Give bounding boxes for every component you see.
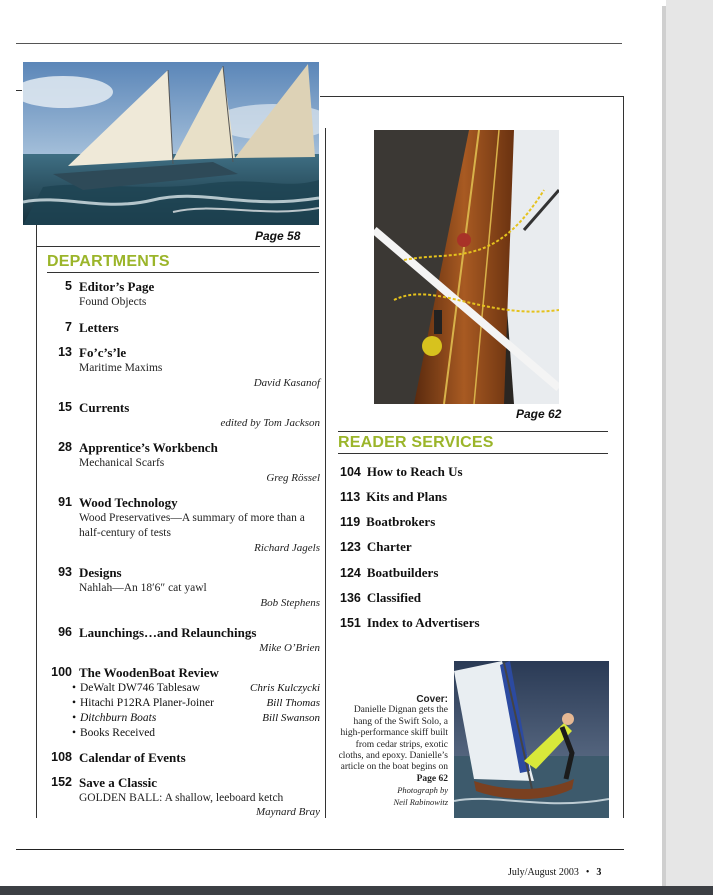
rs-page-number: 113 [340, 490, 361, 504]
cover-text: Danielle Dignan gets the hang of the Swift Solo, a high-performance skiff built from cedar strips, exotic cloths, and epoxy. Danielle’s article on the boat begins on [338, 705, 448, 773]
toc-title: Editor’s Page [79, 279, 155, 294]
toc-page-number: 13 [58, 345, 72, 359]
rs-entry[interactable] [340, 615, 480, 631]
photo-cover-skiff [454, 661, 609, 818]
reader-services-heading-rule [338, 453, 608, 454]
toc-page-number: 93 [58, 565, 72, 579]
page-edge-shadow [662, 6, 666, 886]
toc-page-number: 100 [51, 665, 72, 679]
review-author: Bill Swanson [262, 712, 320, 724]
toc-entry[interactable] [58, 400, 130, 416]
departments-heading: DEPARTMENTS [47, 253, 170, 270]
rs-entry[interactable] [340, 464, 463, 480]
reader-services-top-rule [338, 431, 608, 432]
review-author: Chris Kulczycki [250, 682, 320, 694]
toc-title: Designs [79, 565, 122, 580]
toc-author: David Kasanof [253, 377, 320, 389]
photo-caption-page-62: Page 62 [516, 407, 562, 421]
cover-label: Cover: [416, 694, 448, 705]
toc-subtitle: GOLDEN BALL: A shallow, leeboard ketch [79, 792, 284, 804]
review-list [72, 681, 219, 741]
toc-author: Mike O’Brien [259, 642, 320, 654]
top-rule [16, 43, 622, 44]
toc-entry[interactable] [51, 750, 186, 766]
toc-page-number: 96 [58, 625, 72, 639]
viewer-bottom-bar [0, 886, 713, 895]
toc-entry[interactable] [58, 625, 257, 641]
toc-subtitle: Nahlah—An 18′6″ cat yawl [79, 582, 207, 594]
toc-entry[interactable] [65, 279, 155, 310]
toc-title: Save a Classic [79, 775, 157, 790]
reader-services-heading: READER SERVICES [338, 434, 494, 451]
toc-subtitle: Found Objects [79, 296, 147, 308]
right-box-side-rule [623, 96, 624, 818]
toc-title: Calendar of Events [79, 750, 186, 765]
rs-title: Boatbrokers [366, 514, 436, 529]
rs-page-number: 119 [340, 515, 361, 529]
toc-page-number: 28 [58, 440, 72, 454]
rs-title: Index to Advertisers [366, 615, 480, 630]
rs-page-number: 104 [340, 465, 361, 479]
photo-boat-deck [374, 130, 559, 404]
toc-page-number: 152 [51, 775, 72, 789]
review-item: • DeWalt DW746 Tablesaw [72, 681, 219, 696]
toc-author: Greg Rössel [266, 472, 320, 484]
review-item: • Ditchburn Boats [72, 711, 219, 726]
bottom-rule [16, 849, 624, 850]
toc-author: Bob Stephens [260, 597, 320, 609]
photo-caption-page-58: Page 58 [255, 229, 301, 243]
toc-entry[interactable] [58, 495, 319, 541]
rs-title: Boatbuilders [366, 565, 439, 580]
rs-entry[interactable] [340, 514, 435, 530]
viewer-margin-right [666, 0, 713, 895]
departments-heading-rule [47, 272, 319, 273]
toc-title: The WoodenBoat Review [79, 665, 219, 680]
toc-page-number: 91 [58, 495, 72, 509]
review-author: Bill Thomas [266, 697, 320, 709]
toc-title: Apprentice’s Workbench [79, 440, 218, 455]
toc-page-number: 108 [51, 750, 72, 764]
right-box-top-rule [320, 96, 623, 97]
toc-title: Fo’c’s’le [79, 345, 127, 360]
toc-entry[interactable] [65, 320, 119, 336]
rs-entry[interactable] [340, 565, 438, 581]
toc-title: Launchings…and Relaunchings [79, 625, 257, 640]
toc-entry[interactable] [58, 345, 163, 376]
rs-entry[interactable] [340, 539, 412, 555]
toc-entry[interactable] [58, 440, 218, 471]
review-authors [250, 681, 320, 726]
toc-entry[interactable] [51, 665, 219, 741]
cover-caption [338, 694, 448, 808]
rs-title: How to Reach Us [366, 464, 463, 479]
page-number: 3 [596, 867, 602, 878]
issue-date: July/August 2003 [508, 867, 579, 878]
rs-entry[interactable] [340, 590, 421, 606]
toc-subtitle: Mechanical Scarfs [79, 457, 165, 469]
toc-author: Richard Jagels [254, 542, 320, 554]
left-column-rule [36, 225, 37, 818]
toc-page-number: 7 [65, 320, 72, 334]
toc-title: Currents [79, 400, 130, 415]
toc-author: Maynard Bray [255, 806, 320, 818]
rs-entry[interactable] [340, 489, 447, 505]
toc-author: edited by Tom Jackson [220, 417, 320, 429]
page-footer [508, 867, 601, 878]
rs-title: Classified [366, 590, 422, 605]
toc-subtitle: Wood Preservatives—A summary of more than a half-century of tests [79, 512, 305, 539]
rs-title: Kits and Plans [366, 489, 448, 504]
toc-title: Wood Technology [79, 495, 178, 510]
toc-subtitle: Maritime Maxims [79, 362, 163, 374]
toc-title: Letters [79, 320, 119, 335]
rs-title: Charter [366, 539, 412, 554]
toc-page-number: 5 [65, 279, 72, 293]
rs-page-number: 124 [340, 566, 361, 580]
review-item: • Books Received [72, 726, 219, 741]
cover-credit-name: Neil Rabinowitz [393, 796, 448, 807]
photo-schooner [23, 62, 319, 225]
cover-page: Page 62 [416, 773, 448, 784]
toc-entry[interactable] [58, 565, 207, 596]
rs-page-number: 136 [340, 591, 361, 605]
rs-page-number: 151 [340, 616, 361, 630]
caption-rule [36, 246, 320, 247]
review-item: • Hitachi P12RA Planer-Joiner [72, 696, 219, 711]
toc-entry[interactable] [51, 775, 284, 806]
rs-page-number: 123 [340, 540, 361, 554]
toc-page-number: 15 [58, 400, 72, 414]
rule-stub [16, 90, 22, 91]
cover-credit-line: Photograph by [397, 785, 448, 796]
footer-separator: • [585, 867, 590, 878]
center-column-rule [325, 128, 326, 818]
